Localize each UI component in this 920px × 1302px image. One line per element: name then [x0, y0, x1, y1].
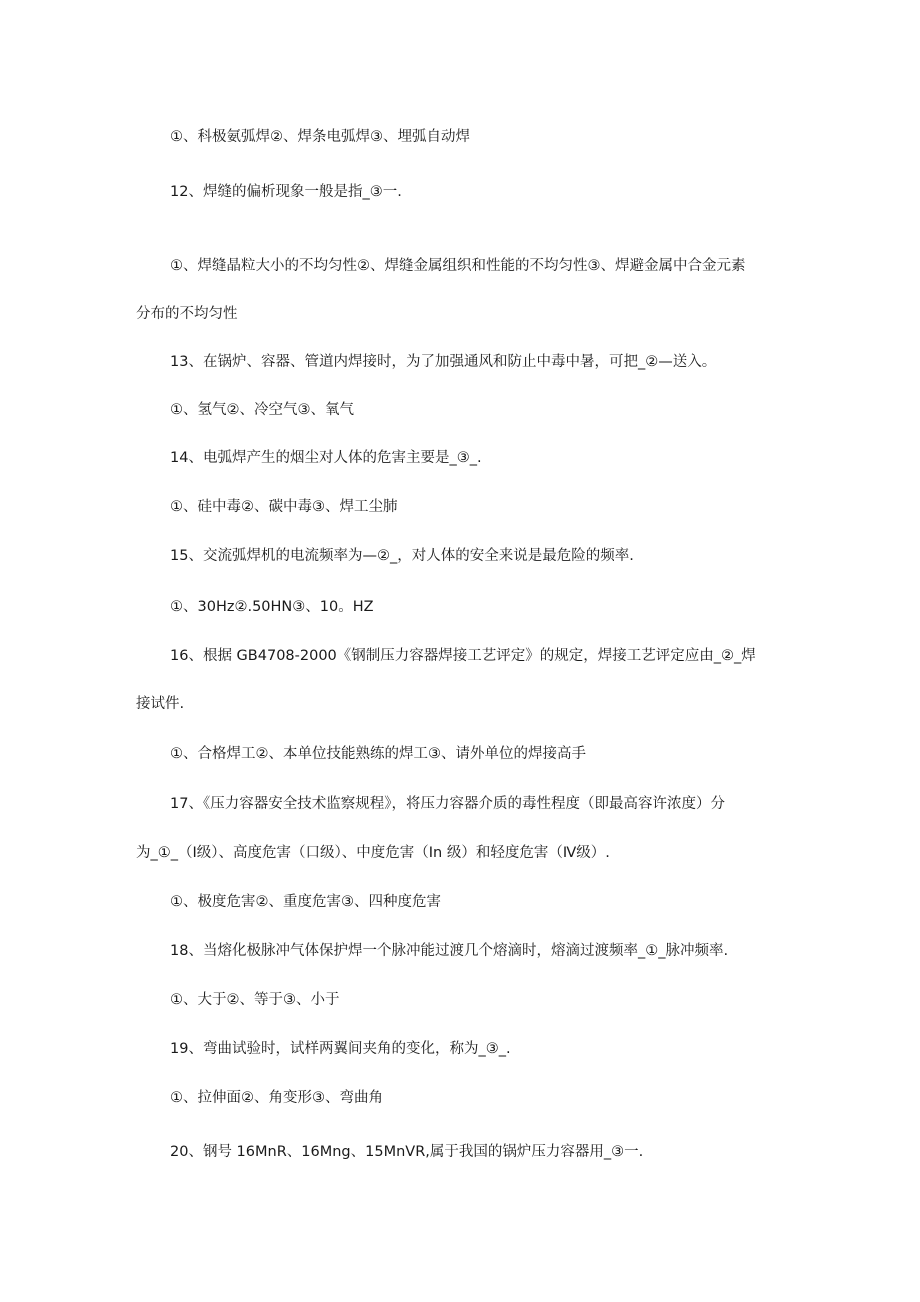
q14-question: 14、电弧焊产生的烟尘对人体的危害主要是_③_.: [170, 450, 482, 466]
q16-options: ①、合格焊工②、本单位技能熟练的焊工③、请外单位的焊接高手: [170, 746, 586, 762]
q17-options: ①、极度危害②、重度危害③、四种度危害: [170, 894, 441, 910]
q11-options: ①、科极氨弧焊②、焊条电弧焊③、埋弧自动焊: [170, 129, 470, 145]
q14-options: ①、硅中毒②、碳中毒③、焊工尘肺: [170, 499, 398, 515]
q17-question: 17、《压力容器安全技术监察规程》，将压力容器介质的毒性程度（即最高容许浓度）分: [170, 796, 725, 812]
q16-question: 16、根据 GB4708-2000《钢制压力容器焊接工艺评定》的规定，焊接工艺评定应由_②_焊: [170, 648, 756, 664]
q19-question: 19、弯曲试验时，试样两翼间夹角的变化，称为_③_.: [170, 1041, 511, 1057]
q13-question: 13、在锅炉、容器、管道内焊接时，为了加强通风和防止中毒中暑，可把_②—送入。: [170, 354, 717, 370]
q19-options: ①、拉伸面②、角变形③、弯曲角: [170, 1090, 383, 1106]
q20-question: 20、钢号 16MnR、16Mng、15MnVR,属于我国的锅炉压力容器用_③一.: [170, 1144, 644, 1160]
q18-question: 18、当熔化极脉冲气体保护焊一个脉冲能过渡几个熔滴时，熔滴过渡频率_①_脉冲频率.: [170, 943, 729, 959]
q12-question: 12、焊缝的偏析现象一般是指_③一.: [170, 184, 402, 200]
q15-question: 15、交流弧焊机的电流频率为—②_，对人体的安全来说是最危险的频率.: [170, 548, 634, 564]
q12-options: ①、焊缝晶粒大小的不均匀性②、焊缝金属组织和性能的不均匀性③、焊避金属中合金元素: [170, 258, 746, 274]
q12-options-continued: 分布的不均匀性: [136, 306, 238, 322]
q16-question-continued: 接试件.: [136, 696, 185, 712]
q15-options: ①、30Hz②.50HN③、10。HZ: [170, 599, 374, 615]
q13-options: ①、氢气②、冷空气③、氧气: [170, 402, 354, 418]
q17-question-continued: 为_①_（Ⅰ级）、高度危害（口级）、中度危害（In 级）和轻度危害（Ⅳ级）.: [136, 845, 610, 861]
q18-options: ①、大于②、等于③、小于: [170, 992, 340, 1008]
